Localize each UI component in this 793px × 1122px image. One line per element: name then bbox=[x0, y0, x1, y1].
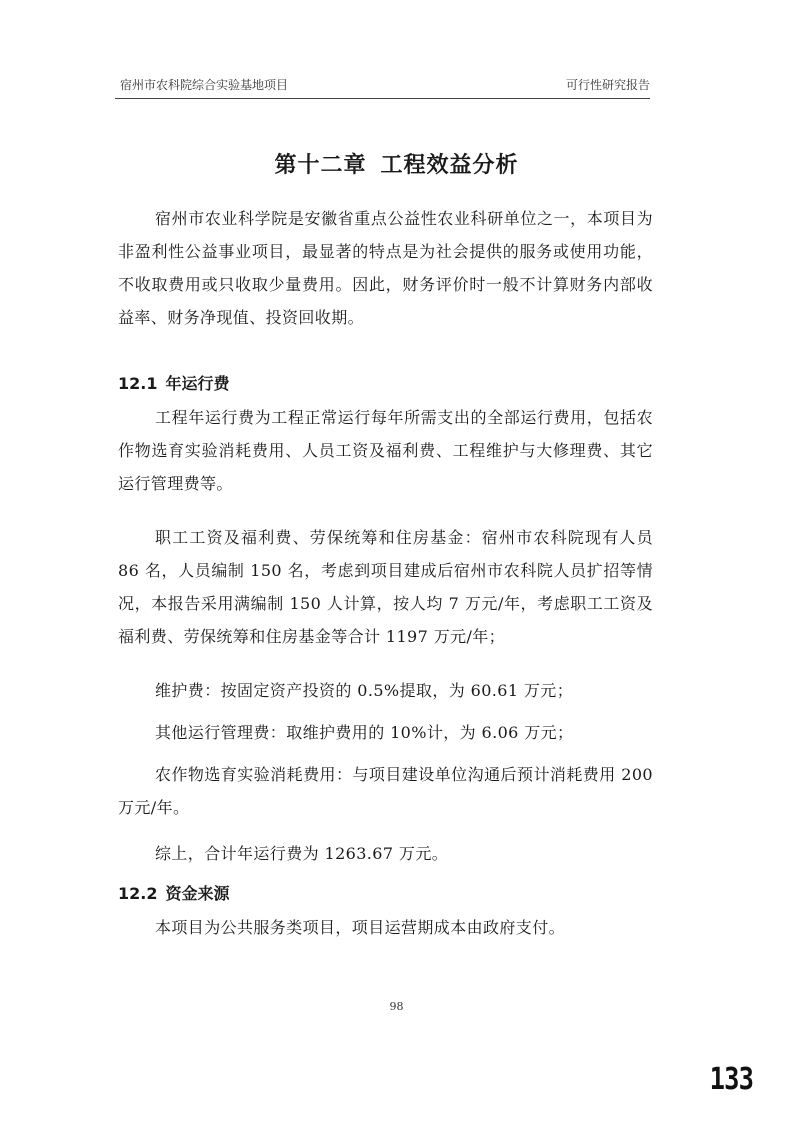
page-number: 98 bbox=[389, 1000, 404, 1013]
chapter-name: 工程效益分析 bbox=[380, 153, 519, 178]
paragraph-maintenance: 维护费：按固定资产投资的 0.5%提取，为 60.61 万元； bbox=[155, 681, 574, 700]
header-project-name: 宿州市农科院综合实验基地项目 bbox=[120, 78, 289, 92]
chapter-number: 第十二章 bbox=[274, 153, 367, 178]
section-heading-12-2 bbox=[118, 881, 230, 904]
chapter-title bbox=[0, 148, 793, 179]
paragraph-staff-cost: 职工工资及福利费、劳保统筹和住房基金：宿州市农科院现有人员 86 名，人员编制 150 名，考虑到项目建成后宿州市农科院人员扩招等情况，本报告采用满编制 150 人计算，按人均 7 万元/年，考虑职工工资及福利费、劳保统筹和住房基金等合计 1197 万元/年； bbox=[118, 528, 653, 646]
stamped-page-number: 133 bbox=[709, 1062, 753, 1097]
paragraph-other-management: 其他运行管理费：取维护费用的 10%计，为 6.06 万元； bbox=[155, 723, 574, 742]
paragraph-funding-source: 本项目为公共服务类项目，项目运营期成本由政府支付。 bbox=[155, 918, 566, 937]
paragraph-crop-breeding: 农作物选育实验消耗费用：与项目建设单位沟通后预计消耗费用 200 万元/年。 bbox=[118, 765, 653, 817]
header-report-type: 可行性研究报告 bbox=[565, 78, 650, 92]
section-number: 12.1 bbox=[118, 374, 158, 393]
section-number: 12.2 bbox=[118, 884, 158, 903]
paragraph-annual-cost: 工程年运行费为工程正常运行每年所需支出的全部运行费用，包括农作物选育实验消耗费用、人员工资及福利费、工程维护与大修理费、其它运行管理费等。 bbox=[118, 408, 653, 493]
paragraph-summary: 综上，合计年运行费为 1263.67 万元。 bbox=[155, 844, 449, 863]
section-title: 年运行费 bbox=[165, 374, 230, 393]
section-heading-12-1 bbox=[118, 371, 230, 394]
page-header bbox=[115, 72, 650, 99]
section-title: 资金来源 bbox=[165, 884, 230, 903]
intro-paragraph: 宿州市农业科学院是安徽省重点公益性农业科研单位之一，本项目为非盈利性公益事业项目，最显著的特点是为社会提供的服务或使用功能，不收取费用或只收取少量费用。因此，财务评价时一般不计算财务内部收益率、财务净现值、投资回收期。 bbox=[118, 209, 653, 327]
